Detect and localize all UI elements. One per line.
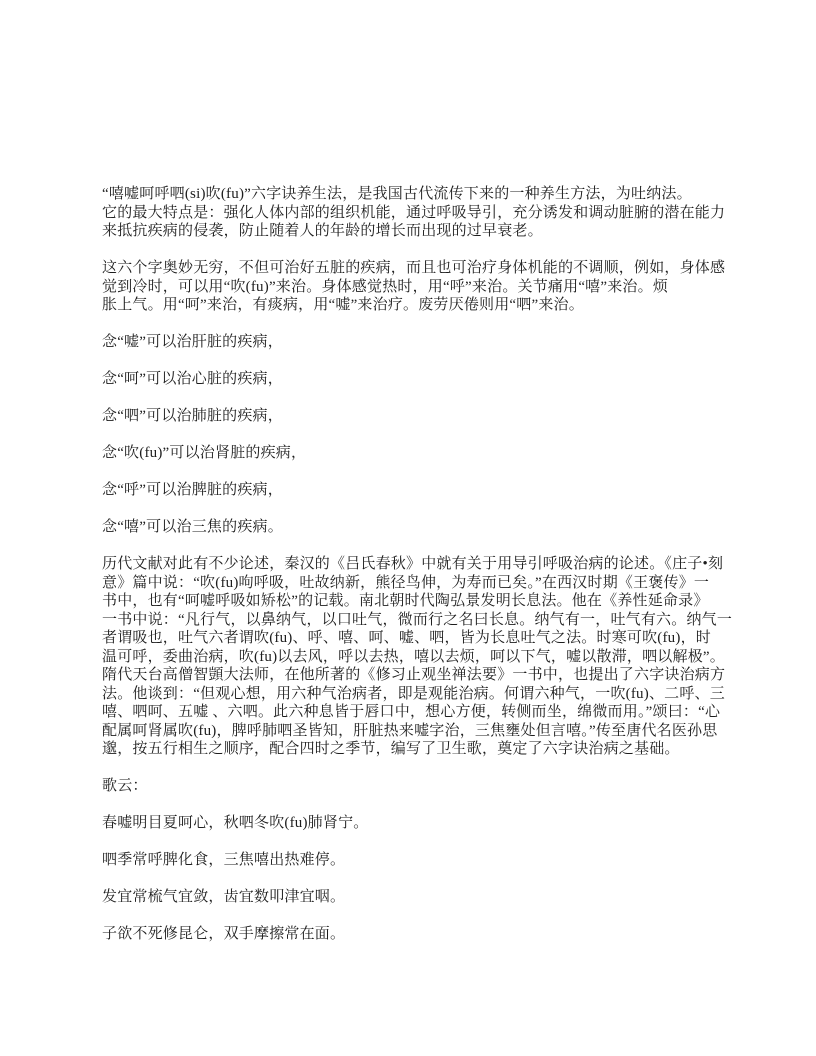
song-line-2 bbox=[102, 851, 716, 870]
text-line: 念“呵”可以治心脏的疾病， bbox=[102, 371, 283, 387]
text-line: 嘻、呬呵、五嘘 、六呬。此六种息皆于唇口中，想心方便，转侧而坐，绵微而用。”颂曰：“心 bbox=[102, 704, 721, 720]
list-item-hu-spleen bbox=[102, 481, 716, 500]
text-line: 意》篇中说：“吹(fu)呴呼吸，吐故纳新，熊径鸟伸，为寿而已矣。”在西汉时期《王褒传》一 bbox=[102, 574, 710, 591]
text-line: 念“呼”可以治脾脏的疾病， bbox=[102, 482, 283, 498]
text-line: 书中，也有“呵嘘呼吸如矫松”的记载。南北朝时代陶弘景发明长息法。他在《养性延命录》 bbox=[102, 593, 709, 609]
text-line: 温可呼，委曲治病，吹(fu)以去风，呼以去热，嘻以去烦，呵以下气，嘘以散滞，呬以解极”。 bbox=[102, 648, 725, 665]
list-item-si-lung bbox=[102, 407, 716, 426]
text-line: 念“吹(fu)”可以治肾脏的疾病， bbox=[102, 445, 307, 461]
text-line: 这六个字奥妙无穷，不但可治好五脏的疾病，而且也可治疗身体机能的不调顺，例如，身体感 bbox=[102, 260, 726, 276]
text-line: 来抵抗疾病的侵袭，防止随着人的年龄的增长而出现的过早衰老。 bbox=[102, 223, 543, 239]
text-line: 者谓吸也，吐气六者谓吹(fu)、呼、嘻、呵、嘘、呬，皆为长息吐气之法。时寒可吹(fu)，时 bbox=[102, 630, 711, 646]
text-line: 发宜常梳气宜敛，齿宜数叩津宜咽。 bbox=[102, 889, 346, 905]
list-item-he-heart bbox=[102, 370, 716, 389]
song-line-3 bbox=[102, 888, 716, 907]
text-line: 春嘘明目夏呵心，秋呬冬吹(fu)肺肾宁。 bbox=[102, 815, 369, 831]
text-line: 子欲不死修昆仑，双手摩擦常在面。 bbox=[102, 926, 346, 942]
song-heading bbox=[102, 777, 716, 796]
text-line: 歌云： bbox=[102, 778, 148, 794]
overview-paragraph bbox=[102, 259, 726, 315]
text-line: 它的最大特点是：强化人体内部的组织机能，通过呼吸导引，充分诱发和调动脏腑的潜在能力 bbox=[102, 204, 726, 221]
history-paragraph bbox=[102, 555, 733, 759]
text-line: 邈，按五行相生之顺序，配合四时之季节，编写了卫生歌，奠定了六字诀治病之基础。 bbox=[102, 741, 680, 757]
text-line: 隋代天台高僧智顗大法师，在他所著的《修习止观坐禅法要》一书中，也提出了六字诀治病方 bbox=[102, 667, 726, 683]
list-item-xi-sanjiao bbox=[102, 518, 716, 537]
text-line: 念“嘻”可以治三焦的疾病。 bbox=[102, 519, 283, 535]
list-item-chui-kidney bbox=[102, 444, 716, 463]
text-line: 法。他谈到：“但观心想，用六种气治病者，即是观能治病。何谓六种气，一吹(fu)、二呼、三 bbox=[102, 685, 725, 702]
text-line: 念“嘘”可以治肝脏的疾病， bbox=[102, 334, 283, 350]
text-line: 一书中说：“凡行气，以鼻纳气，以口吐气，微而行之名曰长息。纳气有一，吐气有六。纳气一 bbox=[102, 611, 733, 628]
text-line: 配属呵肾属吹(fu)，脾呼肺呬圣皆知，肝脏热来嘘字治，三焦壅处但言嘻。”传至唐代名医孙思 bbox=[102, 722, 718, 739]
text-line: 呬季常呼脾化食，三焦嘻出热难停。 bbox=[102, 852, 346, 868]
intro-paragraph bbox=[102, 185, 726, 241]
text-line: 念“呬”可以治肺脏的疾病， bbox=[102, 408, 283, 424]
song-line-4 bbox=[102, 925, 716, 944]
text-line: 历代文献对此有不少论述，秦汉的《吕氏春秋》中就有关于用导引呼吸治病的论述。《庄子•刻 bbox=[102, 556, 724, 572]
list-item-xu-liver bbox=[102, 333, 716, 352]
text-line: 胀上气。用“呵”来治，有痰病，用“嘘”来治疗。废劳厌倦则用“呬”来治。 bbox=[102, 297, 584, 313]
text-line: “嘻嘘呵呼呬(si)吹(fu)”六字诀养生法，是我国古代流传下来的一种养生方法，为吐纳法。 bbox=[102, 186, 692, 202]
document-body bbox=[102, 185, 733, 962]
song-line-1 bbox=[102, 814, 716, 833]
text-line: 觉到冷时，可以用“吹(fu)”来治。身体感觉热时，用“呼”来治。关节痛用“嘻”来治。烦 bbox=[102, 278, 669, 295]
